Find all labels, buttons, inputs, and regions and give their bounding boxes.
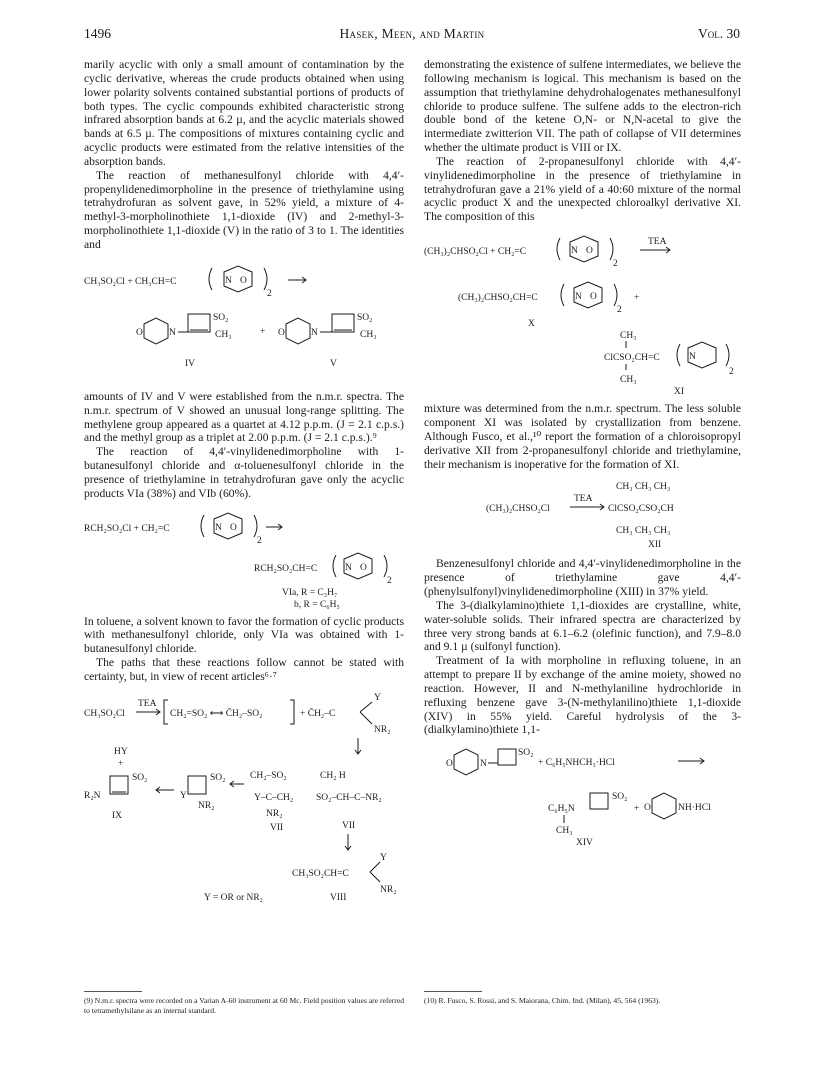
right-column: [424, 58, 741, 847]
volume-label: Vol. 30: [698, 26, 740, 41]
arrow-icon: [266, 524, 282, 530]
scheme-reagents: CH₃SO₂Cl + CH₃CH=C: [84, 276, 177, 287]
morpholine-ring-icon: [209, 266, 267, 292]
svg-text:N: N: [689, 352, 696, 363]
svg-text:R₂N: R₂N: [84, 790, 101, 801]
svg-text:2: 2: [729, 367, 734, 378]
arrow-left-icon: [230, 781, 244, 787]
svg-text:CH₂=SO₂ ⟷ C̄H₂–SO₂: CH₂=SO₂ ⟷ C̄H₂–SO₂: [170, 708, 263, 719]
morpholine-ring-icon: [677, 342, 729, 368]
svg-text:CH₃: CH₃: [620, 375, 637, 386]
svg-text:CH₃ CH₃ CH₃: CH₃ CH₃ CH₃: [616, 526, 671, 537]
svg-text:SO₂: SO₂: [518, 748, 534, 759]
arrow-down-icon: [345, 834, 351, 850]
svg-text:O: O: [136, 327, 143, 338]
footnote-9: (9) N.m.r. spectra were recorded on a Varian A-60 instrument at 60 Mc. Field position values are referred to tetramethylsilane as an internal standard.: [84, 996, 404, 1015]
svg-text:N: N: [345, 562, 352, 573]
plus-sign: +: [260, 326, 266, 337]
svg-text:CH₂–SO₂: CH₂–SO₂: [250, 770, 287, 781]
structure-iv: [136, 313, 232, 369]
svg-text:CH₃: CH₃: [360, 329, 377, 340]
svg-text:VII: VII: [342, 820, 356, 831]
svg-text:SO₂–CH–C–NR₂: SO₂–CH–C–NR₂: [316, 792, 382, 803]
arrow-down-icon: [355, 738, 361, 754]
arrow-icon: [678, 758, 704, 764]
svg-text:X: X: [528, 319, 535, 330]
page-header: [84, 26, 740, 44]
compound-label: VIa, R = C₃H₇: [282, 587, 338, 598]
svg-text:XI: XI: [674, 387, 685, 398]
scheme-mechanism: [84, 684, 404, 906]
structure-v: [278, 313, 377, 369]
scheme-x-xi: [424, 224, 741, 402]
svg-text:NR₂: NR₂: [198, 800, 215, 811]
svg-text:Y: Y: [180, 790, 187, 801]
paragraph: marily acyclic with only a small amount of contamination by the cyclic derivative, whereas the crude products obtained when using lower polarity solvents contained substantial portions of products of both types. The cyclic compounds exhibited characteristic strong infrared absorption bands at 6.2 µ, and the acyclic materials showed bands at 6.5 µ. The compositions of mixtures containing cyclic and acyclic products were estimated from the relative intensities of the absorption bands.: [84, 58, 404, 168]
svg-text:N: N: [480, 759, 487, 770]
svg-text:O: O: [240, 275, 247, 286]
svg-text:CH₃: CH₃: [215, 329, 232, 340]
svg-text:CH₃: CH₃: [620, 331, 637, 342]
svg-text:O: O: [590, 292, 597, 303]
subscript: 2: [267, 288, 272, 299]
left-column: [84, 58, 404, 906]
scheme-iv-v: [84, 252, 404, 390]
svg-text:XIV: XIV: [576, 838, 593, 848]
paragraph: amounts of IV and V were established from the n.m.r. spectra. The n.m.r. spectrum of V showed an unusual long-range splitting. The methylene group appeared as a quartet at 4.12 p.p.m. (J = 2.1 c.p.s.) and the methyl group as a triplet at 2.00 p.p.m. (J = 2.1 c.p.s.).⁹: [84, 389, 404, 445]
arrow-icon: [570, 504, 604, 510]
svg-text:CH₃SO₂CH=C: CH₃SO₂CH=C: [292, 868, 349, 879]
svg-text:NH·HCl: NH·HCl: [678, 803, 711, 814]
paragraph: mixture was determined from the n.m.r. spectrum. The less soluble component XI was isolated by crystallization from benzene. Although Fusco, et al.,¹⁰ report the formation of a chloroisopropyl derivative XII from 2-propanesulfonyl chloride and triethylamine, their mechanism is inoperative for the formation of XI.: [424, 402, 741, 471]
svg-text:O: O: [644, 803, 651, 814]
svg-text:TEA: TEA: [648, 237, 667, 248]
svg-text:HY: HY: [114, 746, 128, 757]
scheme-product: RCH₂SO₂CH=C: [254, 563, 318, 574]
svg-text:N: N: [311, 327, 318, 338]
running-title: Hasek, Meen, and Martin: [339, 26, 485, 41]
svg-text:O: O: [230, 522, 237, 533]
morpholine-ring-icon: [557, 236, 613, 262]
svg-text:VII: VII: [270, 822, 284, 833]
svg-text:SO₂: SO₂: [612, 792, 628, 803]
paragraph: The reaction of 2-propanesulfonyl chloride with 4,4′-vinylidenedimorpholine in the presence of triethylamine in tetrahydrofuran gave a 21% yield of a 40:60 mixture of the normal acyclic product X and the unexpected chloroalkyl derivative XI. The composition of this: [424, 154, 741, 224]
svg-text:NR₂: NR₂: [380, 884, 397, 895]
paragraph: The paths that these reactions follow cannot be stated with certainty, but, in view of recent articles⁶·⁷: [84, 656, 404, 683]
footnote-rule: [84, 991, 142, 992]
svg-text:C₆H₅N: C₆H₅N: [548, 804, 575, 815]
arrow-icon: [288, 277, 306, 283]
svg-text:CH₃: CH₃: [556, 826, 573, 837]
svg-text:N: N: [225, 275, 232, 286]
footnote-left: [84, 985, 404, 1016]
svg-text:N: N: [575, 292, 582, 303]
svg-text:CH₃ CH₃ CH₃: CH₃ CH₃ CH₃: [616, 482, 671, 493]
svg-text:TEA: TEA: [574, 494, 593, 505]
svg-text:(CH₃)₂CHSO₂CH=C: (CH₃)₂CHSO₂CH=C: [458, 293, 538, 304]
paragraph: The reaction of 4,4′-vinylidenedimorpholine with 1-butanesulfonyl chloride and α-toluenesulfonyl chloride in the presence of triethylamine in tetrahydrofuran gave only the acyclic products VIa (38%) and VIb (60%).: [84, 445, 404, 500]
svg-text:SO₂: SO₂: [132, 772, 148, 783]
svg-text:O: O: [586, 246, 593, 257]
svg-text:2: 2: [617, 305, 622, 316]
svg-text:ClCSO₂CSO₂CH: ClCSO₂CSO₂CH: [608, 504, 674, 515]
svg-text:+: +: [634, 804, 640, 815]
svg-text:N: N: [571, 246, 578, 257]
svg-text:O: O: [278, 327, 285, 338]
svg-text:O: O: [446, 759, 453, 770]
svg-text:NR₂: NR₂: [374, 724, 391, 735]
svg-text:Y: Y: [380, 852, 387, 863]
svg-text:+ C̄H₂–C: + C̄H₂–C: [300, 708, 336, 719]
paragraph: Treatment of Ia with morpholine in refluxing toluene, in an attempt to prepare II by exchange of the amine moiety, showed no reaction. However, II and N-methylaniline hydrochloride in refluxing benzene gave 3-(N-methylanilino)thiete 1,1-dioxide (XIV) in 55% yield. Careful hydrolysis of the 3-(dialkylamino)thiete 1,1-: [424, 654, 741, 737]
morpholine-ring-icon: [201, 513, 257, 539]
svg-text:2: 2: [613, 259, 618, 270]
svg-text:TEA: TEA: [138, 698, 157, 709]
compound-label: IV: [185, 358, 196, 369]
svg-text:N: N: [169, 327, 176, 338]
morpholine-ring-icon: [561, 282, 617, 308]
svg-text:2: 2: [257, 535, 262, 546]
svg-text:ClCSO₂CH=C: ClCSO₂CH=C: [604, 353, 660, 364]
svg-text:(CH₃)₂CHSO₂Cl: (CH₃)₂CHSO₂Cl: [486, 504, 550, 515]
scheme-xii: [424, 471, 741, 557]
svg-text:(CH₃)₂CHSO₂Cl + CH₂=C: (CH₃)₂CHSO₂Cl + CH₂=C: [424, 247, 527, 258]
svg-text:VIII: VIII: [330, 892, 347, 903]
svg-text:O: O: [360, 562, 367, 573]
svg-text:XII: XII: [648, 540, 662, 551]
paragraph: The reaction of methanesulfonyl chloride with 4,4′-propenylidenedimorpholine in the presence of triethylamine using tetrahydrofuran as solvent gave, in 52% yield, a mixture of 4-methyl-3-morpholinothiete 1,1-dioxide (IV) and 2-methyl-3-morpholinothiete 1,1-dioxide (V) in the ratio of 3 to 1. The identities and: [84, 168, 404, 251]
svg-text:+: +: [118, 758, 124, 769]
paragraph: The 3-(dialkylamino)thiete 1,1-dioxides are crystalline, white, water-soluble solids. Their infrared spectra are characterized by three very strong bands at 6.1–6.2 (olefinic function), and 7.9–8.0 and 9.1 µ (sulfonyl function).: [424, 598, 741, 654]
svg-text:IX: IX: [112, 810, 123, 821]
footnote-rule: [424, 991, 482, 992]
scheme-xiv: [424, 737, 741, 847]
scheme-reagents: RCH₂SO₂Cl + CH₂=C: [84, 523, 170, 534]
svg-text:SO₂: SO₂: [213, 312, 229, 323]
svg-text:SO₂: SO₂: [357, 312, 373, 323]
svg-text:CH₃SO₂Cl: CH₃SO₂Cl: [84, 708, 125, 719]
arrow-icon: [136, 709, 160, 715]
svg-text:SO₂: SO₂: [210, 772, 226, 783]
svg-text:Y = OR or NR₂: Y = OR or NR₂: [204, 892, 263, 903]
compound-label: b, R = C₆H₅: [294, 599, 340, 610]
page-number: 1496: [84, 26, 111, 41]
svg-text:+ C₆H₅NHCH₃·HCl: + C₆H₅NHCH₃·HCl: [538, 758, 615, 769]
paragraph: In toluene, a solvent known to favor the formation of cyclic products with methanesulfonyl chloride, only VIa was obtained with 1-butanesulfonyl chloride.: [84, 614, 404, 656]
svg-text:+: +: [634, 293, 640, 304]
arrow-left-icon: [156, 787, 174, 793]
svg-text:Y–C–CH₂: Y–C–CH₂: [254, 792, 294, 803]
svg-text:2: 2: [387, 575, 392, 586]
svg-text:Y: Y: [374, 692, 381, 703]
arrow-icon: [640, 247, 670, 253]
compound-label: V: [330, 358, 337, 369]
footnote-10: (10) R. Fusco, S. Rossi, and S. Maiorana, Chim. Ind. (Milan), 45, 564 (1963).: [424, 996, 661, 1005]
svg-text:NR₂: NR₂: [266, 808, 283, 819]
scheme-vi: [84, 501, 404, 615]
svg-text:N: N: [215, 522, 222, 533]
paragraph: demonstrating the existence of sulfene intermediates, we believe the following mechanism is logical. This mechanism is based on the assumption that triethylamine dehydrohalogenates methanesulfonyl chloride to produce sulfene. The sulfene adds to the electron-rich double bond of the ketene O,N- or N,N-acetal to give the intermediate zwitterion VII. The path of collapse of VII determines whether the ultimate product is VIII or IX.: [424, 58, 741, 155]
svg-text:CH₂ H: CH₂ H: [320, 770, 346, 781]
morpholine-ring-icon: [333, 553, 387, 579]
footnote-right: [424, 985, 741, 1006]
paragraph: Benzenesulfonyl chloride and 4,4′-vinylidenedimorpholine in the presence of triethylamine gave 4,4′-(phenylsulfonyl)vinylidenedimorpholine (XIII) in 37% yield.: [424, 557, 741, 599]
